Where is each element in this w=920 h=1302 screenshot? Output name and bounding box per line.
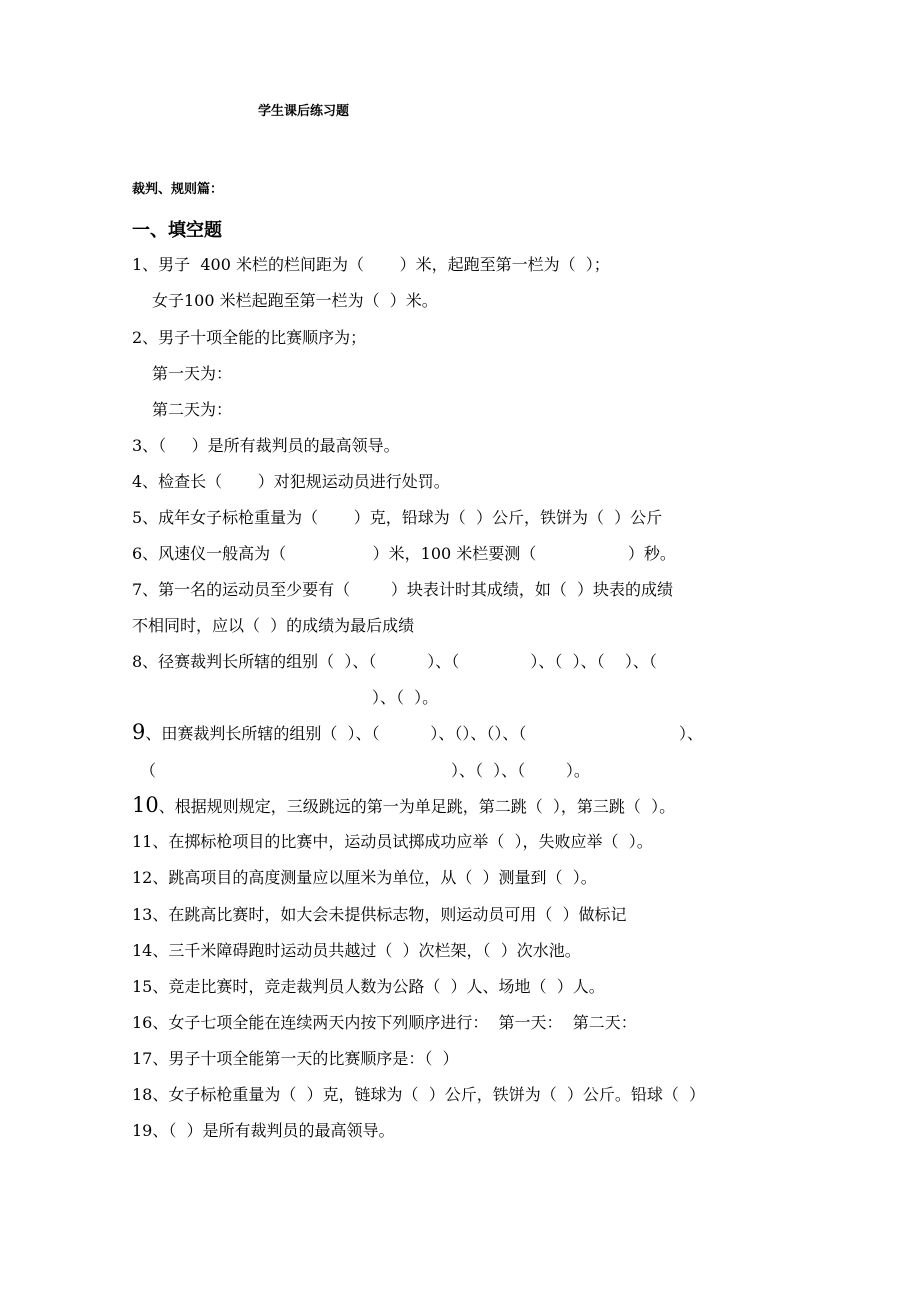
question-10-number: 10: [132, 793, 159, 817]
question-2-line-2: 第一天为：: [152, 364, 233, 383]
question-8-line-2: ）、（ ）。: [372, 688, 439, 707]
question-10-text: 、根据规则规定，三级跳远的第一为单足跳，第二跳（ ），第三跳（ ）。: [158, 797, 676, 816]
question-5: 5、成年女子标枪重量为（ ）克，铅球为（ ）公斤，铁饼为（ ）公斤: [132, 508, 663, 527]
question-15: 15、竞走比赛时，竞走裁判员人数为公路（ ）人、场地（ ）人。: [132, 977, 605, 996]
question-9-line-2: （ ）、（ ）、（ ）。: [140, 761, 590, 780]
question-7-line-2: 不相同时，应以（ ）的成绩为最后成绩: [132, 616, 415, 635]
question-8-line-1: 8、径赛裁判长所辖的组别（ ）、（ ）、（ ）、（ ）、（ ）、（: [132, 652, 657, 671]
question-4: 4、检查长（ ）对犯规运动员进行处罚。: [132, 472, 450, 491]
question-9-text: 、田赛裁判长所辖的组别（ ）、（ ）、（）、（）、（ ）、: [145, 724, 703, 743]
question-9-number: 9: [132, 720, 146, 744]
question-6: 6、风速仪一般高为（ ）米，100 米栏要测（ ）秒。: [132, 544, 676, 563]
question-13: 13、在跳高比赛时，如大会未提供标志物，则运动员可用（ ）做标记: [132, 905, 627, 924]
question-2-line-1: 2、男子十项全能的比赛顺序为；: [132, 328, 367, 347]
section-label: 裁判、规则篇：: [132, 182, 224, 197]
question-18: 18、女子标枪重量为（ ）克，链球为（ ）公斤，铁饼为（ ）公斤。铅球（ ）: [132, 1085, 706, 1104]
question-16: 16、女子七项全能在连续两天内按下列顺序进行： 第一天： 第二天：: [132, 1013, 637, 1032]
question-19: 19、（ ）是所有裁判员的最高领导。: [132, 1121, 395, 1140]
section-heading: 一、填空题: [132, 220, 222, 241]
question-9-line-1: [132, 722, 703, 744]
question-3: 3、（ ）是所有裁判员的最高领导。: [132, 436, 400, 455]
question-12: 12、跳高项目的高度测量应以厘米为单位，从（ ）测量到（ ）。: [132, 868, 597, 887]
question-7-line-1: 7、第一名的运动员至少要有（ ）块表计时其成绩，如（ ）块表的成绩: [132, 580, 674, 599]
question-14: 14、三千米障碍跑时运动员共越过（ ）次栏架，（ ）次水池。: [132, 941, 581, 960]
question-1-line-1: 1、男子 400 米栏的栏间距为（ ）米，起跑至第一栏为（ ）；: [132, 255, 610, 274]
question-10: [132, 795, 675, 817]
question-2-line-3: 第二天为：: [152, 400, 233, 419]
question-1-line-2: 女子100 米栏起跑至第一栏为（ ）米。: [152, 291, 438, 310]
page-title: 学生课后练习题: [258, 104, 350, 119]
question-11: 11、在掷标枪项目的比赛中，运动员试掷成功应举（ ），失败应举（ ）。: [132, 832, 653, 851]
question-17: 17、男子十项全能第一天的比赛顺序是：（ ）: [132, 1049, 459, 1068]
